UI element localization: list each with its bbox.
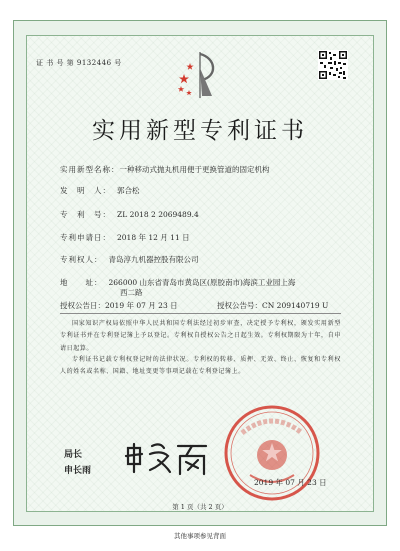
qr-code-icon	[318, 50, 348, 80]
field-value: ZL 2018 2 2069489.4	[117, 210, 199, 219]
field-value: 2019 年 07 月 23 日	[105, 301, 178, 310]
field-inventor	[60, 185, 140, 196]
field-utility-model-name	[60, 164, 270, 175]
body-paragraph-1: 国家知识产权局依照中华人民共和国专利法经过初步审查，决定授予专利权，颁发实用新型专利证书并在专利登记簿上予以登记。专利权自授权公告之日起生效。专利权期限为十年，自申请日起算。	[60, 320, 341, 352]
field-address	[60, 277, 295, 288]
field-announcement-number	[217, 300, 328, 311]
director-title: 局长	[64, 450, 83, 460]
footer-note: 其他事项参见背面	[174, 532, 226, 540]
patent-office-logo-icon	[172, 48, 228, 104]
field-label: 实用新型名称：	[60, 165, 120, 174]
field-value: 郭合松	[117, 186, 140, 195]
field-address-line2: 西二路	[120, 288, 143, 297]
field-label: 发 明 人：	[60, 186, 111, 195]
field-label: 专利申请日：	[60, 233, 111, 242]
field-label: 专 利 号：	[60, 210, 111, 219]
field-label: 地 址：	[60, 278, 103, 287]
certificate-title: 实用新型专利证书	[92, 118, 308, 144]
director-name: 申长雨	[64, 466, 92, 476]
field-label: 授权公告日：	[60, 301, 105, 310]
field-filing-date	[60, 232, 190, 243]
field-grant-date	[60, 300, 329, 311]
field-value: 2018 年 12 月 11 日	[117, 233, 190, 242]
field-value: 一种移动式抛丸机用便于更换管道的固定机构	[119, 165, 270, 174]
field-patentee	[60, 254, 199, 265]
handwritten-signature-icon	[120, 436, 212, 478]
field-value: 266000 山东省青岛市黄岛区(原胶南市)海滨工业园上海	[108, 278, 296, 287]
field-label: 授权公告号：	[217, 301, 262, 310]
seal-date: 2019 年 07 月 23 日	[254, 478, 327, 487]
body-paragraph-2: 专利证书记载专利权登记时的法律状况。专利权的转移、质押、无效、终止、恢复和专利权人的姓名或名称、国籍、地址变更等事项记载在专利登记簿上。	[60, 356, 341, 376]
divider	[60, 313, 341, 314]
field-label: 专利权人：	[60, 255, 103, 264]
field-value: CN 209140719 U	[262, 301, 329, 310]
certificate-number: 证 书 号 第 9132446 号	[36, 59, 122, 67]
official-seal-icon	[222, 403, 322, 503]
field-value: 青岛淳九机器控股有限公司	[108, 255, 199, 264]
page-number: 第 1 页（共 2 页）	[172, 503, 228, 511]
field-patent-number	[60, 209, 199, 220]
